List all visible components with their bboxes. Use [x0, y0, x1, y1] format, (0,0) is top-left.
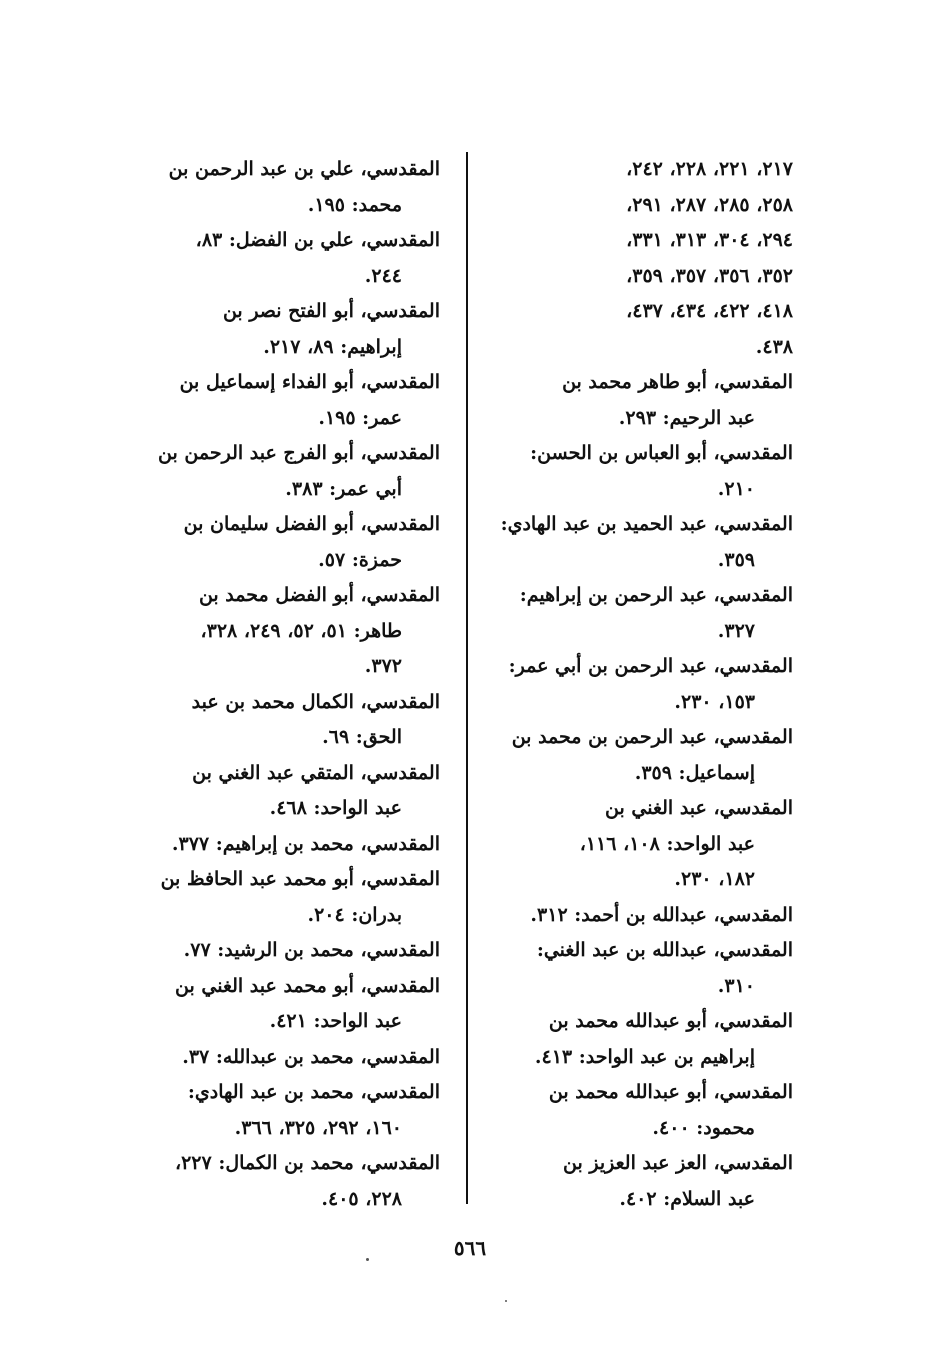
index-entry [140, 223, 440, 294]
entry-heading: المقدسي، أبو الفضل محمد بن [198, 584, 440, 606]
entry-continuation: حمزة: ٥٧. [318, 548, 402, 571]
index-entry [140, 827, 440, 863]
index-entry [140, 507, 440, 578]
index-entry [140, 578, 440, 685]
entry-continuation: ٣٧٢. [364, 655, 402, 677]
entry-continuation: ١٥٣، ٢٣٠. [674, 690, 755, 713]
index-entry [493, 720, 793, 791]
index-entry [140, 1146, 440, 1217]
entry-line: ٢٥٨، ٢٨٥، ٢٨٧، ٢٩١، [626, 193, 793, 216]
entry-heading: المقدسي، أبو عبدالله محمد بن [548, 1081, 793, 1103]
entry-continuation: ٢٤٤. [364, 264, 402, 287]
page-number: ٥٦٦ [453, 1236, 487, 1260]
column-divider [466, 152, 468, 1204]
entry-heading: المقدسي، أبو الفداء إسماعيل بن [179, 371, 440, 393]
entry-heading: المقدسي، أبو الفرج عبد الرحمن بن [158, 442, 440, 464]
entry-heading: المقدسي، محمد بن عبد الهادي: [187, 1081, 440, 1103]
entry-continuation: عبد السلام: ٤٠٢. [619, 1187, 755, 1210]
entry-heading: المقدسي، أبو طاهر محمد بن [562, 371, 793, 393]
entry-heading: المقدسي، أبو العباس بن الحسن: [530, 442, 793, 464]
entry-heading: المقدسي، عبد الحميد بن عبد الهادي: [500, 513, 793, 535]
index-entry [140, 436, 440, 507]
entry-line: ٤٣٨. [755, 335, 793, 358]
entry-continuation: عبد الرحيم: ٢٩٣. [618, 406, 755, 429]
entry-continuation: بدران: ٢٠٤. [307, 903, 402, 926]
entry-heading: المقدسي، المتقي عبد الغني بن [192, 761, 440, 784]
entry-heading: المقدسي، الكمال محمد بن عبد [191, 690, 440, 713]
index-entry [493, 507, 793, 578]
entry-continuation: عبد الواحد: ١٠٨، ١١٦، [579, 832, 755, 855]
entry-continuation: ٢٢٨، ٤٠٥. [321, 1187, 402, 1210]
entry-heading: المقدسي، أبو محمد عبد الغني بن [175, 974, 440, 997]
index-entry [140, 1040, 440, 1076]
entry-heading: المقدسي، عبدالله بن عبد الغني: [536, 939, 793, 961]
index-entry [140, 862, 440, 933]
entry-continuation: إبراهيم: ٨٩، ٢١٧. [263, 335, 402, 358]
entry-continuation: ٣٢٧. [717, 619, 755, 642]
entry-heading: المقدسي، أبو الفتح نصر بن [222, 300, 440, 322]
index-column-left [140, 152, 440, 1217]
entry-heading: المقدسي، عبدالله بن أحمد: ٣١٢. [530, 903, 793, 926]
index-entry [140, 294, 440, 365]
entry-heading: المقدسي، العز عبد العزيز بن [563, 1152, 793, 1174]
index-entry [493, 578, 793, 649]
entry-heading: المقدسي، علي بن الفضل: ٨٣، [195, 229, 440, 251]
entry-continuation: الحق: ٦٩. [322, 726, 402, 748]
entry-heading: المقدسي، محمد بن إبراهيم: ٣٧٧. [171, 832, 440, 855]
entry-continuation: محمود: ٤٠٠. [652, 1116, 755, 1139]
entry-continuation: محمد: ١٩٥. [307, 193, 402, 216]
index-entry [493, 791, 793, 898]
entry-line: ٣٥٢، ٣٥٦، ٣٥٧، ٣٥٩، [626, 264, 793, 287]
entry-heading: المقدسي، عبد الرحمن بن إبراهيم: [519, 584, 793, 606]
entry-heading: المقدسي، محمد بن الرشيد: ٧٧. [183, 939, 440, 961]
entry-heading: المقدسي، محمد بن الكمال: ٢٢٧، [174, 1152, 440, 1174]
entry-continuation: ١٨٢، ٢٣٠. [674, 868, 755, 890]
entry-heading: المقدسي، محمد بن عبدالله: ٣٧. [182, 1045, 440, 1068]
entry-continuation: إسماعيل: ٣٥٩. [634, 761, 755, 784]
entry-line: ٤١٨، ٤٢٢، ٤٣٤، ٤٣٧، [626, 300, 793, 322]
entry-continuation: عبد الواحد: ٤٦٨. [269, 797, 402, 819]
entry-heading: المقدسي، عبد الرحمن بن محمد بن [511, 726, 793, 748]
index-entry [493, 152, 793, 365]
entry-continuation: ٣١٠. [717, 974, 755, 997]
entry-heading: المقدسي، عبد الغني بن [605, 797, 793, 819]
index-entry [493, 898, 793, 934]
entry-heading: المقدسي، علي بن عبد الرحمن بن [168, 158, 440, 180]
entry-heading: المقدسي، عبد الرحمن بن أبي عمر: [508, 655, 793, 677]
index-entry [140, 685, 440, 756]
entry-continuation: أبي عمر: ٣٨٣. [285, 477, 402, 500]
entry-continuation: ٣٥٩. [717, 548, 755, 571]
entry-heading: المقدسي، أبو الفضل سليمان بن [183, 513, 440, 535]
entry-heading: المقدسي، أبو محمد عبد الحافظ بن [160, 868, 440, 890]
index-entry [493, 1004, 793, 1075]
entry-line: ٢٩٤، ٣٠٤، ٣١٣، ٣٣١، [626, 229, 793, 251]
index-entry [493, 933, 793, 1004]
index-entry [493, 1075, 793, 1146]
index-entry [493, 365, 793, 436]
index-entry [140, 933, 440, 969]
scan-speck [366, 1258, 369, 1261]
index-entry [140, 756, 440, 827]
index-column-right [493, 152, 793, 1217]
entry-heading: المقدسي، أبو عبدالله محمد بن [548, 1010, 793, 1032]
entry-continuation: ١٦٠، ٢٩٢، ٣٢٥، ٣٦٦. [234, 1116, 402, 1139]
entry-continuation: إبراهيم بن عبد الواحد: ٤١٣. [534, 1045, 755, 1068]
entry-continuation: ٢١٠. [717, 477, 755, 500]
index-entry [140, 365, 440, 436]
entry-line: ٢١٧، ٢٢١، ٢٢٨، ٢٤٢، [626, 158, 793, 180]
entry-continuation: عمر: ١٩٥. [318, 406, 402, 429]
index-entry [493, 1146, 793, 1217]
index-entry [140, 969, 440, 1040]
index-entry [140, 152, 440, 223]
index-entry [493, 436, 793, 507]
index-entry [140, 1075, 440, 1146]
scan-speck [505, 1300, 507, 1302]
entry-continuation: عبد الواحد: ٤٢١. [269, 1010, 402, 1032]
entry-continuation: طاهر: ٥١، ٥٢، ٢٤٩، ٣٢٨، [200, 619, 402, 642]
index-entry [493, 649, 793, 720]
